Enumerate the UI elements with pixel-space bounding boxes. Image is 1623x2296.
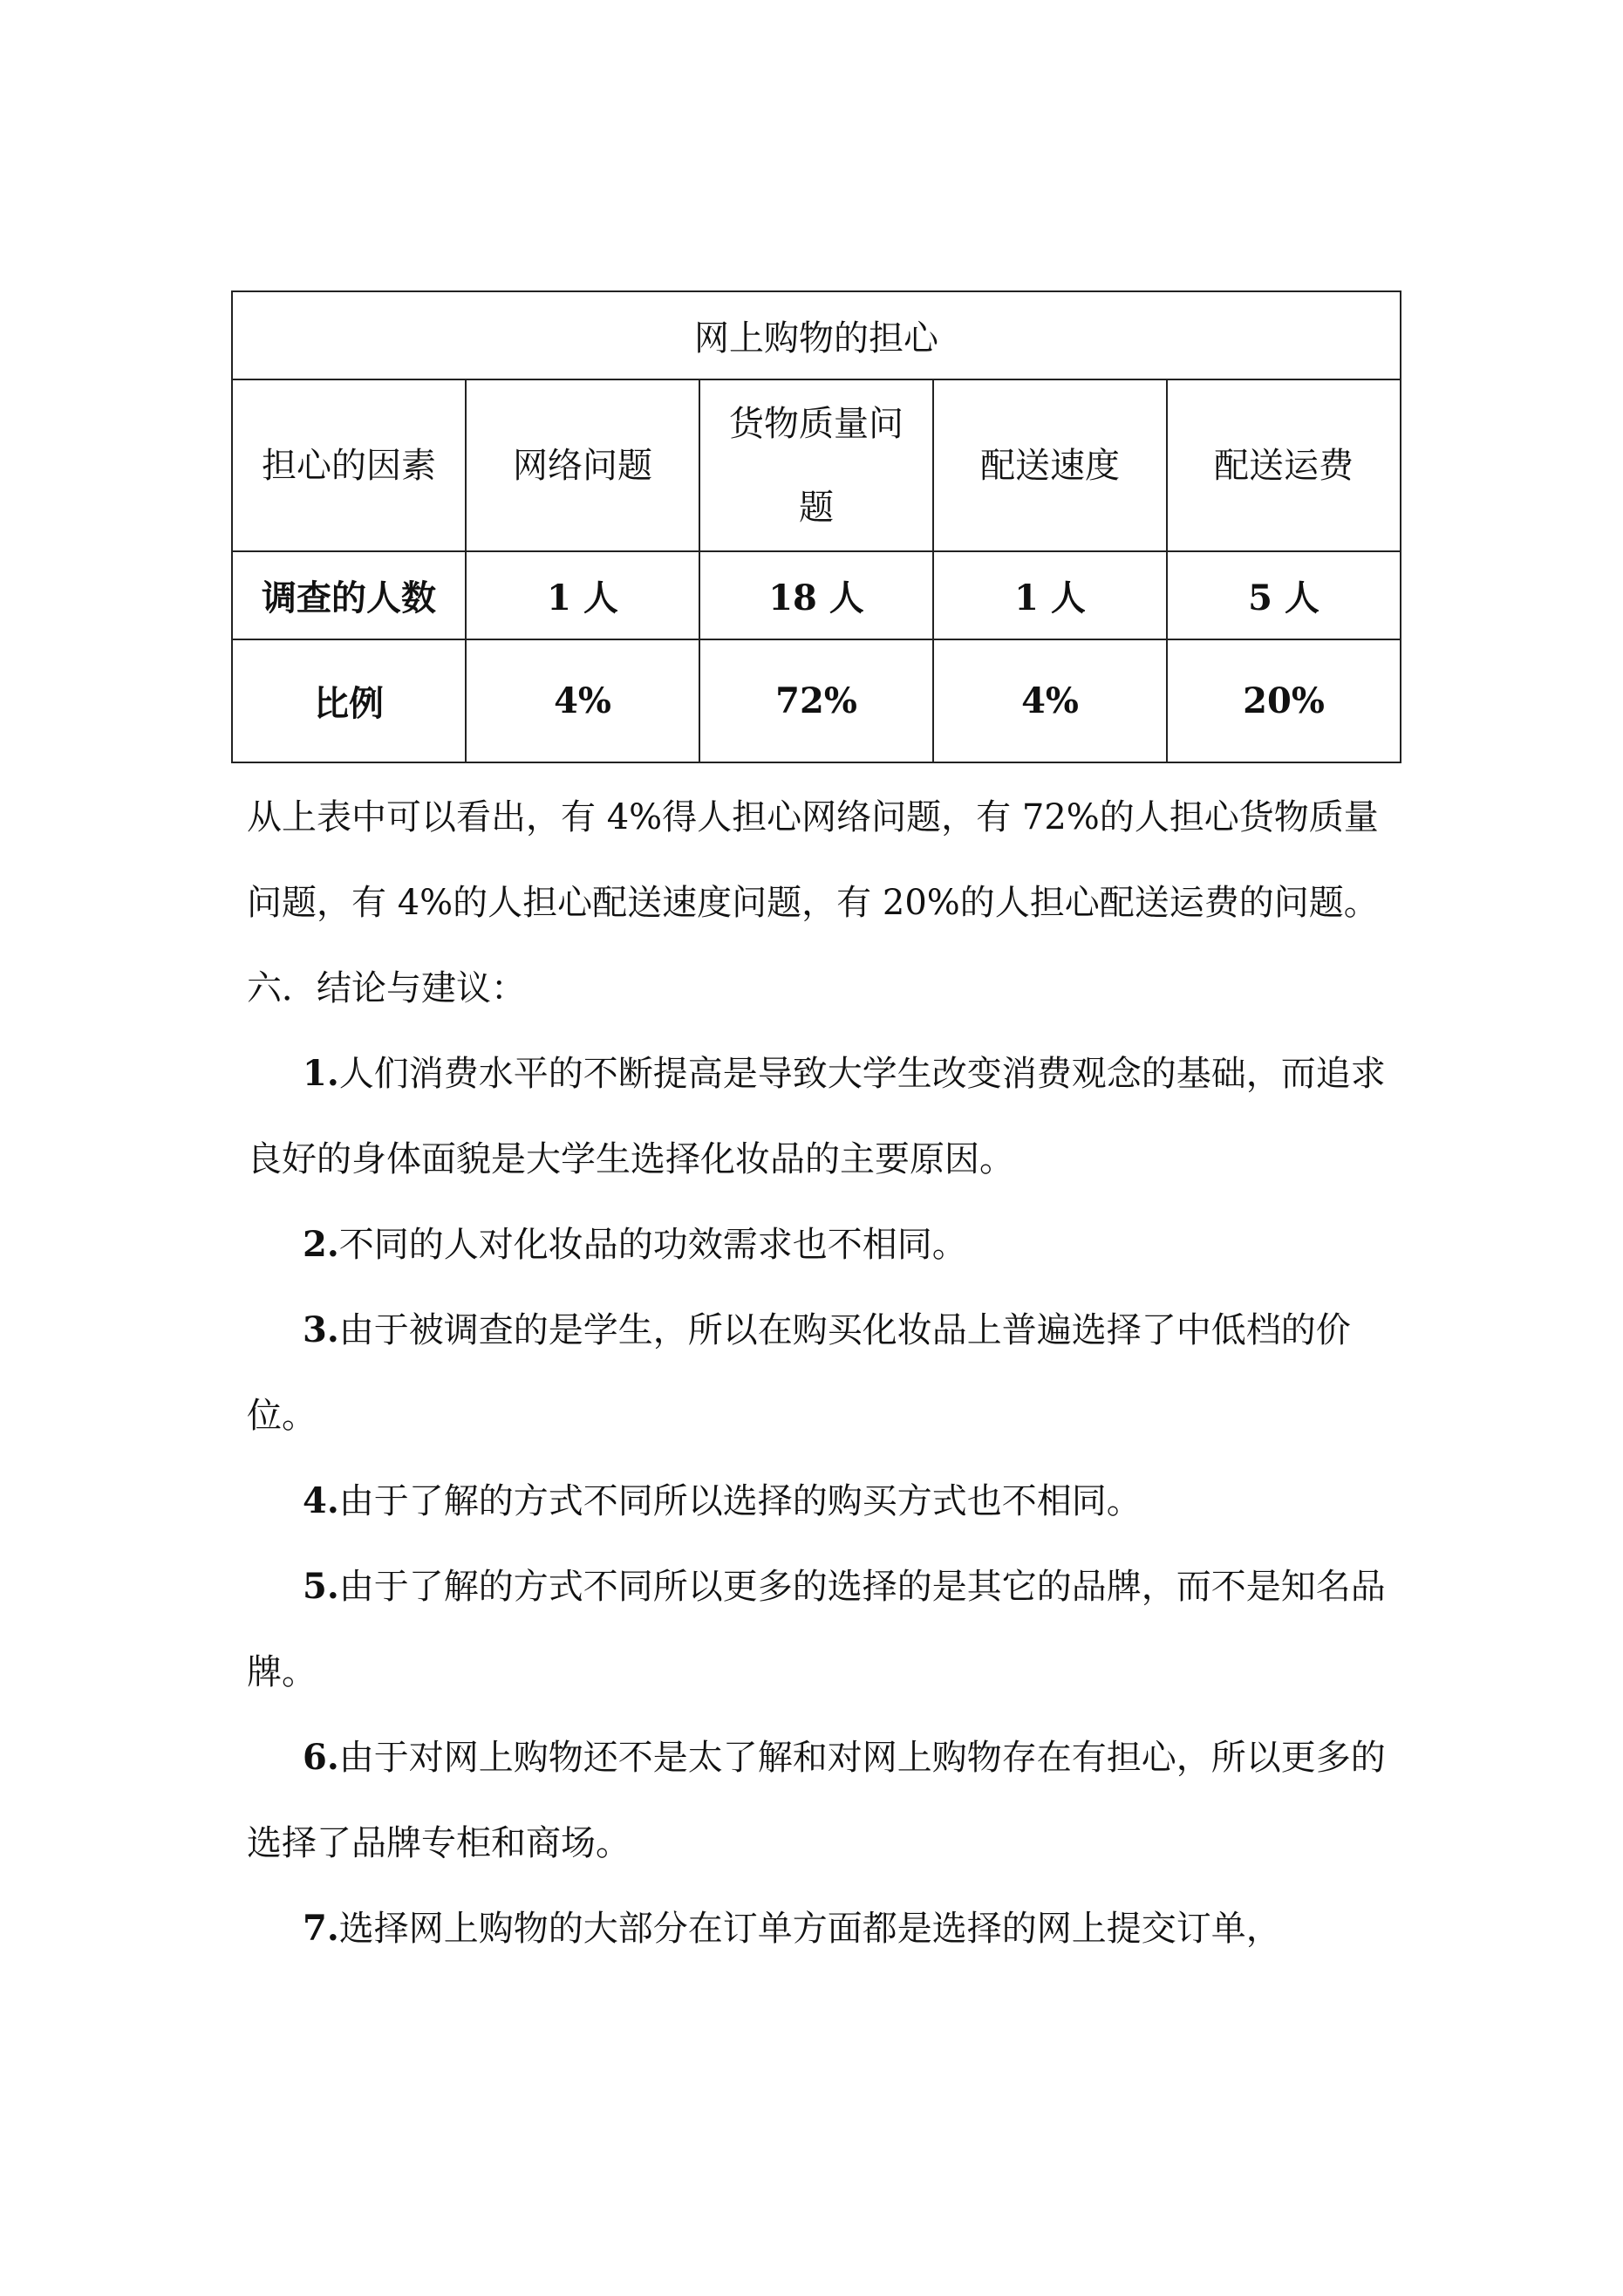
table-cell: 5 人 — [1167, 551, 1401, 639]
table-cell: 4% — [466, 639, 699, 762]
table-row-factors — [232, 379, 1401, 551]
conclusion-number: 3. — [303, 1309, 339, 1350]
conclusion-text: 由于了解的方式不同所以选择的购买方式也不相同。 — [338, 1481, 1142, 1521]
conclusion-item-6 — [247, 1715, 1389, 1886]
table-row-percentages — [232, 639, 1401, 762]
conclusion-text: 不同的人对化妆品的功效需求也不相同。 — [338, 1225, 967, 1265]
table-cell: 20% — [1167, 639, 1401, 762]
section-heading: 六．结论与建议： — [247, 968, 526, 1008]
table-cell: 1 人 — [466, 551, 699, 639]
table-cell: 配送速度 — [933, 379, 1167, 551]
conclusion-item-4 — [247, 1459, 1389, 1544]
conclusion-text: 由于被调查的是学生，所以在购买化妆品上普遍选择了中低档的价位。 — [247, 1310, 1351, 1436]
conclusion-text: 人们消费水平的不断提高是导致大学生改变消费观念的基础，而追求良好的身体面貌是大学生选择化妆品的主要原因。 — [247, 1054, 1386, 1179]
conclusion-number: 6. — [303, 1737, 339, 1778]
table-title-row — [232, 291, 1401, 379]
online-shopping-worries-table — [231, 290, 1401, 763]
conclusion-item-2 — [247, 1202, 1389, 1288]
row-header-counts: 调查的人数 — [232, 551, 466, 639]
conclusion-number: 1. — [303, 1053, 339, 1094]
table-title: 网上购物的担心 — [232, 291, 1401, 379]
row-header-percentages: 比例 — [232, 639, 466, 762]
row-header-factors: 担心的因素 — [232, 379, 466, 551]
conclusion-number: 5. — [303, 1566, 339, 1607]
conclusion-number: 7. — [303, 1908, 339, 1949]
summary-paragraph: 从上表中可以看出，有 4%得人担心网络问题，有 72%的人担心货物质量问题，有 4%的人担心配送速度问题，有 20%的人担心配送运费的问题。 — [247, 797, 1379, 923]
conclusion-text: 选择网上购物的大部分在订单方面都是选择的网上提交订单， — [338, 1909, 1281, 1949]
conclusion-item-3 — [247, 1288, 1389, 1459]
table-cell: 网络问题 — [466, 379, 699, 551]
table-cell: 货物质量问题 — [699, 379, 933, 551]
document-body — [247, 775, 1389, 1971]
conclusion-text: 由于了解的方式不同所以更多的选择的是其它的品牌，而不是知名品牌。 — [247, 1567, 1386, 1692]
table-cell: 72% — [699, 639, 933, 762]
table-row-counts — [232, 551, 1401, 639]
table-cell: 配送运费 — [1167, 379, 1401, 551]
conclusion-number: 4. — [303, 1480, 339, 1521]
conclusion-item-7 — [247, 1886, 1389, 1971]
table-cell: 18 人 — [699, 551, 933, 639]
conclusion-number: 2. — [303, 1224, 339, 1265]
conclusion-item-5 — [247, 1544, 1389, 1715]
conclusion-text: 由于对网上购物还不是太了解和对网上购物存在有担心，所以更多的选择了品牌专柜和商场。 — [247, 1738, 1386, 1863]
table-cell: 1 人 — [933, 551, 1167, 639]
table-cell: 4% — [933, 639, 1167, 762]
conclusion-item-1 — [247, 1031, 1389, 1202]
